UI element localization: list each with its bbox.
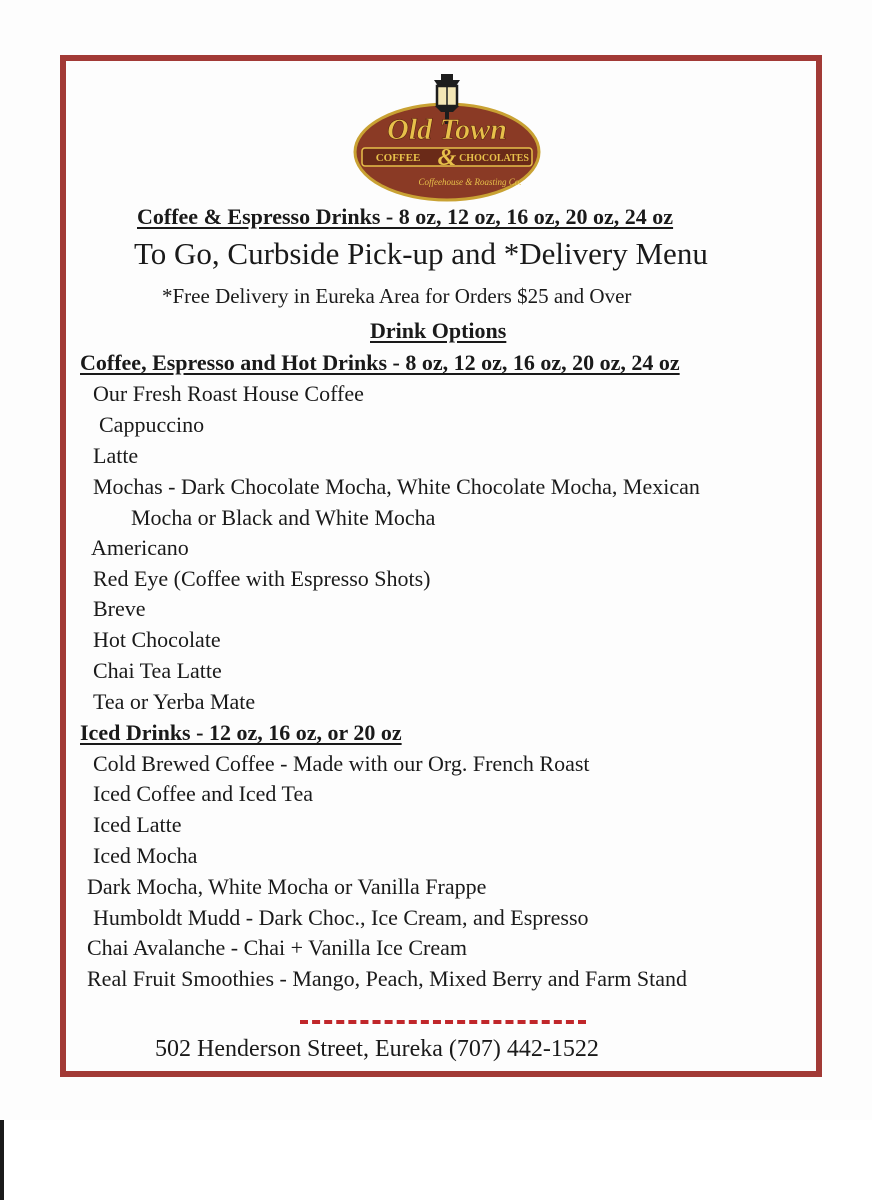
- list-item: Cold Brewed Coffee - Made with our Org. French Roast: [93, 751, 590, 776]
- logo-tagline: Coffeehouse & Roasting Co.: [418, 177, 522, 187]
- list-item-continuation: Mocha or Black and White Mocha: [131, 505, 436, 530]
- list-item: Dark Mocha, White Mocha or Vanilla Frappe: [87, 874, 487, 899]
- list-item: Real Fruit Smoothies - Mango, Peach, Mixed Berry and Farm Stand: [87, 966, 688, 991]
- scan-edge: [0, 1120, 4, 1200]
- menu-title: To Go, Curbside Pick-up and *Delivery Menu: [134, 236, 708, 271]
- list-item: Iced Mocha: [93, 843, 198, 868]
- list-item: Chai Avalanche - Chai + Vanilla Ice Cream: [87, 935, 467, 960]
- list-item: Red Eye (Coffee with Espresso Shots): [93, 566, 431, 591]
- header-sizes-title: Coffee & Espresso Drinks - 8 oz, 12 oz, 16 oz, 20 oz, 24 oz: [137, 204, 674, 229]
- iced-drinks-heading: Iced Drinks - 12 oz, 16 oz, or 20 oz: [80, 720, 402, 745]
- list-item: Tea or Yerba Mate: [93, 689, 256, 714]
- old-town-coffee-logo: [352, 72, 542, 202]
- list-item: Breve: [93, 596, 146, 621]
- list-item: Humboldt Mudd - Dark Choc., Ice Cream, and Espresso: [93, 905, 589, 930]
- delivery-note: *Free Delivery in Eureka Area for Orders $25 and Over: [162, 284, 632, 308]
- dashed-divider: [300, 1020, 586, 1024]
- list-item: Latte: [93, 443, 139, 468]
- drink-options-heading: Drink Options: [370, 318, 507, 343]
- list-item: Chai Tea Latte: [93, 658, 222, 683]
- list-item: Iced Latte: [93, 812, 182, 837]
- logo-right-text: CHOCOLATES: [459, 153, 529, 164]
- list-item: Hot Chocolate: [93, 627, 221, 652]
- footer-address: 502 Henderson Street, Eureka (707) 442-1522: [155, 1036, 599, 1062]
- logo-left-text: COFFEE: [375, 152, 421, 164]
- list-item: Mochas - Dark Chocolate Mocha, White Chocolate Mocha, Mexican: [93, 474, 700, 499]
- logo-script-text: Old Town: [387, 113, 507, 146]
- logo-ampersand-icon: &: [437, 145, 457, 171]
- hot-drinks-heading: Coffee, Espresso and Hot Drinks - 8 oz, 12 oz, 16 oz, 20 oz, 24 oz: [80, 350, 680, 375]
- list-item: Iced Coffee and Iced Tea: [93, 781, 313, 806]
- list-item: Cappuccino: [99, 412, 205, 437]
- list-item: Americano: [91, 535, 189, 560]
- list-item: Our Fresh Roast House Coffee: [93, 381, 364, 406]
